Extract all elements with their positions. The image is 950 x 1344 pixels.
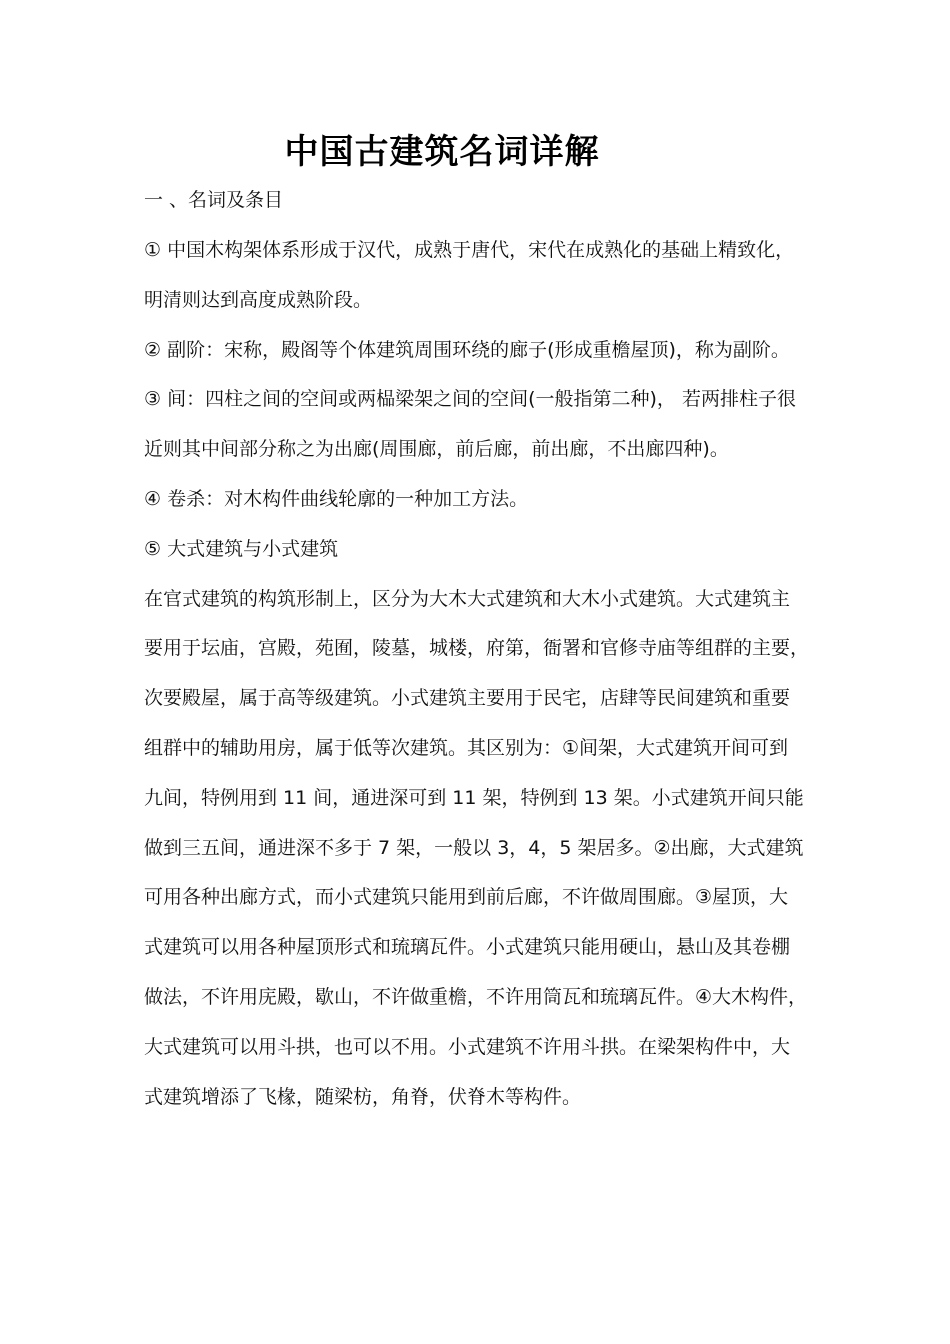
text-line: 在官式建筑的构筑形制上，区分为大木大式建筑和大木小式建筑。大式建筑主 [144, 588, 791, 610]
text-line: 做到三五间，通进深不多于 7 架，一般以 3，4，5 架居多。②出廊，大式建筑 [144, 837, 804, 859]
text-line: 要用于坛庙，宫殿，苑囿，陵墓，城楼，府第，衙署和官修寺庙等组群的主要， [144, 637, 810, 659]
section-heading: 一 、名词及条目 [144, 189, 284, 211]
text-line: ③ 间：四柱之间的空间或两榀梁架之间的空间(一般指第二种)， 若两排柱子很 [144, 388, 796, 410]
text-line: 明清则达到高度成熟阶段。 [144, 289, 373, 311]
text-line: ① 中国木构架体系形成于汉代，成熟于唐代，宋代在成熟化的基础上精致化， [144, 239, 795, 261]
text-line: 近则其中间部分称之为出廊(周围廊，前后廊，前出廊，不出廊四种)。 [144, 438, 729, 460]
text-line: 九间，特例用到 11 间，通进深可到 11 架，特例到 13 架。小式建筑开间只能 [144, 787, 804, 809]
document-title: 中国古建筑名词详解 [284, 132, 600, 172]
text-line: 大式建筑可以用斗拱，也可以不用。小式建筑不许用斗拱。在梁架构件中，大 [144, 1036, 791, 1058]
text-line: 可用各种出廊方式，而小式建筑只能用到前后廊，不许做周围廊。③屋顶，大 [144, 886, 789, 908]
subsection-heading: ⑤ 大式建筑与小式建筑 [144, 538, 339, 560]
text-line: 次要殿屋，属于高等级建筑。小式建筑主要用于民宅，店肆等民间建筑和重要 [144, 687, 791, 709]
text-line: 式建筑可以用各种屋顶形式和琉璃瓦件。小式建筑只能用硬山，悬山及其卷棚 [144, 936, 791, 958]
text-line: 做法，不许用庑殿，歇山，不许做重檐，不许用筒瓦和琉璃瓦件。④大木构件， [144, 986, 808, 1008]
text-line: ④ 卷杀：对木构件曲线轮廓的一种加工方法。 [144, 488, 529, 510]
text-line: ② 副阶：宋称，殿阁等个体建筑周围环绕的廊子(形成重檐屋顶)，称为副阶。 [144, 339, 790, 361]
text-line: 组群中的辅助用房，属于低等次建筑。其区别为：①间架，大式建筑开间可到 [144, 737, 789, 759]
text-line: 式建筑增添了飞椽，随梁枋，角脊，伏脊木等构件。 [144, 1086, 582, 1108]
